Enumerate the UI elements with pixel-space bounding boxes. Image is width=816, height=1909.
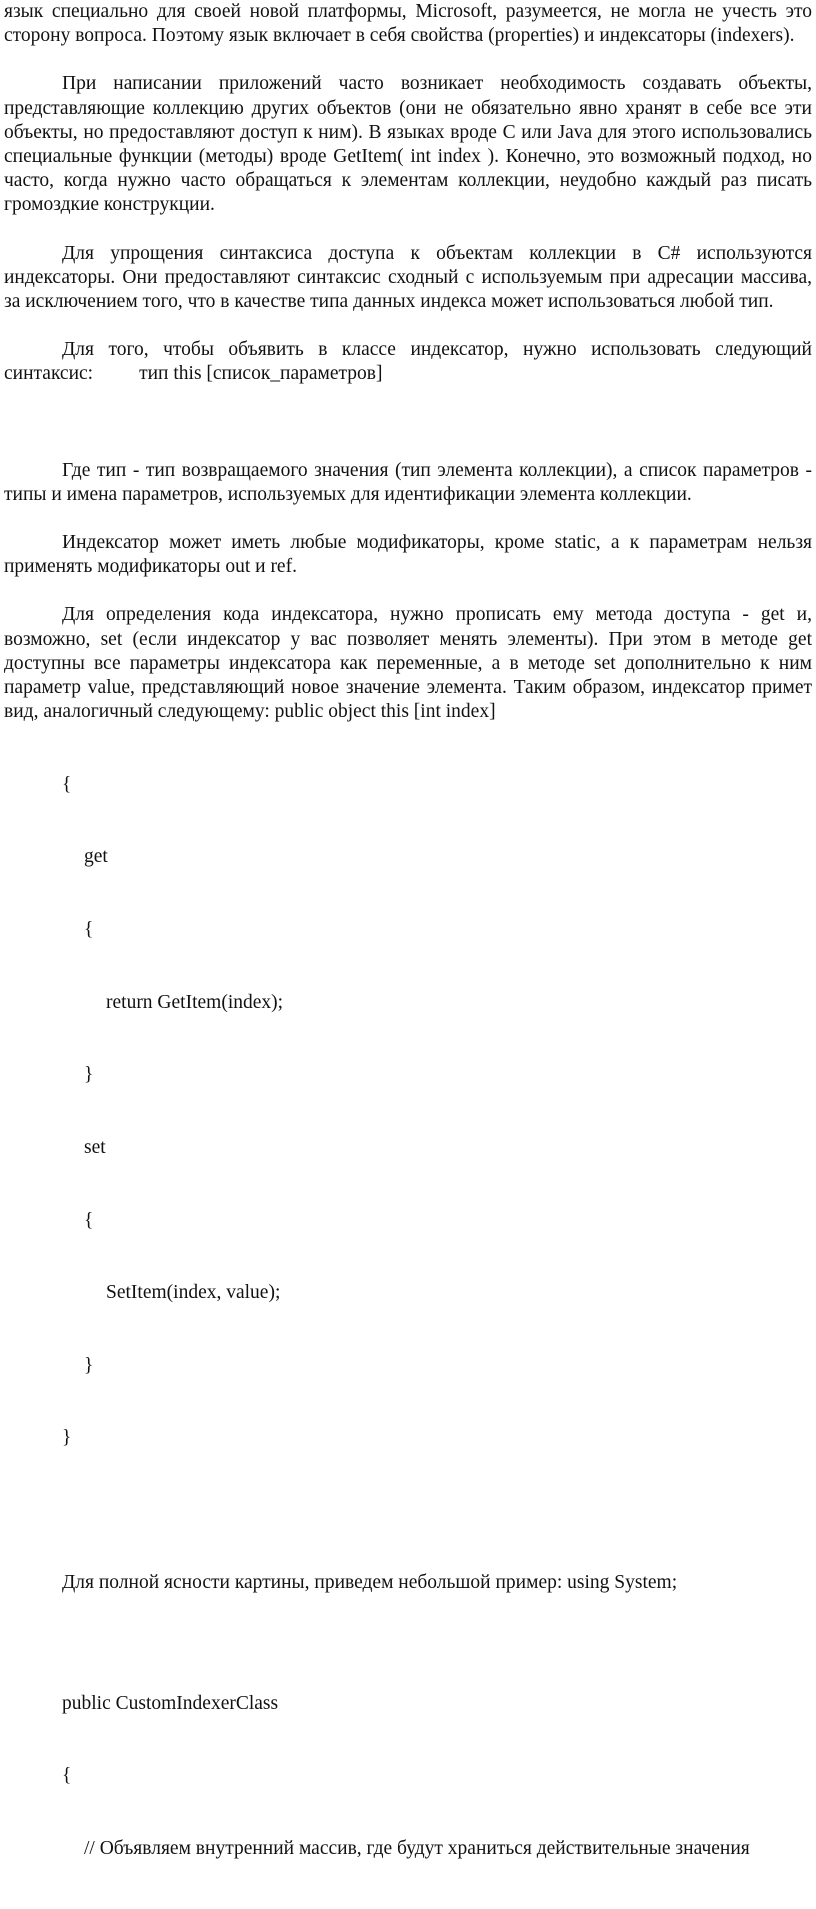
code-line: { [62,1765,72,1787]
paragraph-example-intro: Для полной ясности картины, приведем небольшой пример: using System; [62,1571,678,1593]
spacer [4,218,812,242]
code-block-indexer [4,724,812,1499]
code-line: } [84,1354,94,1376]
spacer [4,1595,812,1643]
code-line: } [84,1064,94,1086]
paragraph-collections: При написании приложений часто возникает необходимость создавать объекты, представляющие коллекцию других объектов (они не обязательно явно хранят в себе все эти объекты, но предоставляют доступ к ним). В языках вроде С или Java для этого использовались специальные функции (методы) вроде GetItem( int index ). Конечно, это возможный подход, но часто, когда нужно часто обращаться к элементам коллекции, неудобно каждый раз писать громоздкие конструкции. [4,73,812,216]
code-line: { [62,773,72,795]
code-line: public CustomIndexerClass [62,1692,279,1714]
code-line: return GetItem(index); [106,991,284,1013]
spacer [4,387,812,459]
paragraph-indexer-syntax [4,338,812,386]
spacer [4,48,812,72]
syntax-description: Для того, чтобы объявить в классе индексатор, нужно использовать следующий синтаксис: [4,339,812,385]
spacer [4,314,812,338]
code-line: set [84,1136,106,1158]
code-line: { [84,1209,94,1231]
code-block-example [4,1643,812,1909]
code-line: SetItem(index, value); [106,1282,281,1304]
syntax-template: тип this [список_параметров] [139,363,383,385]
paragraph-accessors: Для определения кода индексатора, нужно прописать ему метода доступа - get и, возможно, set (если индексатор у вас позволяет менять элементы). При этом в методе get доступны все параметры индексатора как переменные, а в методе set дополнительно к ним параметр value, представляющий новое значение элемента. Таким образом, индексатор примет вид, аналогичный следующему: public object this [int index] [4,604,812,723]
code-comment: // Объявляем внутренний массив, где будут храниться действительные значения [84,1837,750,1859]
spacer [4,507,812,531]
spacer [4,1499,812,1571]
spacer [4,579,812,603]
code-line: { [84,919,94,941]
paragraph-indexers-simplify: Для упрощения синтаксиса доступа к объектам коллекции в C# используются индексаторы. Они предоставляют синтаксис сходный с используемым при адресации массива, за исключением того, что в качестве типа данных индекса может использоваться любой тип. [4,242,812,313]
code-line: } [62,1427,72,1449]
paragraph-type-explanation: Где тип - тип возвращаемого значения (тип элемента коллекции), а список параметров - типы и имена параметров, используемых для идентификации элемента коллекции. [4,459,812,505]
code-line: get [84,846,108,868]
paragraph-properties-intro: язык специально для своей новой платформы, Microsoft, разумеется, не могла не учесть это сторону вопроса. Поэтому язык включает в себя свойства (properties) и индексаторы (indexers). [4,1,812,47]
paragraph-modifiers: Индексатор может иметь любые модификаторы, кроме static, а к параметрам нельзя применять модификаторы out и ref. [4,532,812,578]
